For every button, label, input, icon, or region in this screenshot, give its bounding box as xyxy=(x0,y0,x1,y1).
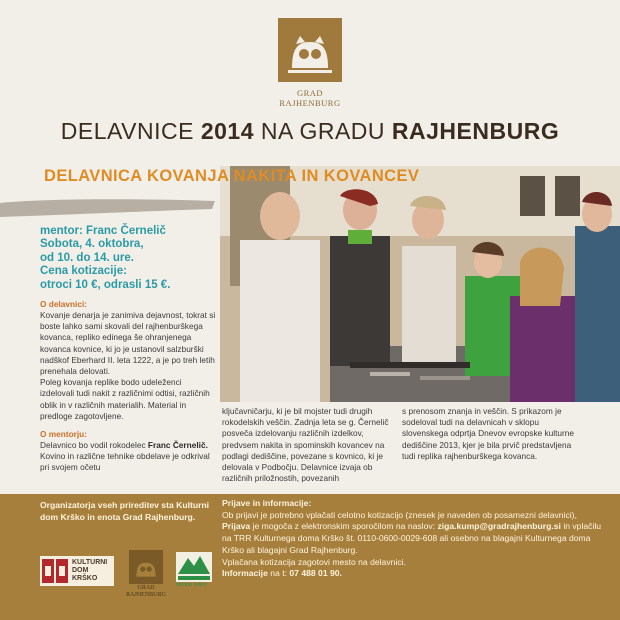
info-label: Informacije xyxy=(222,568,268,579)
right-column: s prenosom znanja in veščin. S prikazom je sodeloval tudi na delavnicah v sklopu slovenskega odprtja Dnevov evropske kulturne dediščine 2013, kjer je bila prvič predstavljena tudi replika rajhenburškega kovanca. xyxy=(402,406,575,461)
registration-heading: Prijave in informacije: xyxy=(222,498,312,508)
registration-info xyxy=(222,498,602,580)
mentor-text-before: Delavnico bo vodil rokodelec xyxy=(40,440,148,451)
left-column xyxy=(40,225,218,474)
obcina-icon xyxy=(176,552,212,582)
about-paragraph-2: Poleg kovanja replike bodo udeleženci izdelovali tudi nakit z različnimi odtisi, različnih oblik in v različnih materialih. Material in predloge zagotovljene. xyxy=(40,377,210,421)
info-date: Sobota, 4. oktobra, xyxy=(40,238,144,251)
header xyxy=(0,0,620,166)
registration-p1: Ob prijavi je potrebno vplačati celotno kotizacijo (znesek je naveden ob posamezni delavnici), xyxy=(222,509,577,520)
info-mentor: mentor: Franc Černelič xyxy=(40,225,166,237)
workshop-info xyxy=(40,225,218,292)
crest-icon xyxy=(40,556,70,586)
mentor-name: Franc Černelič. xyxy=(147,440,208,451)
kd-line1: KULTURNI xyxy=(72,559,108,566)
page-title xyxy=(0,118,620,145)
grad-small-logo xyxy=(124,550,168,598)
info-time: od 10. do 14. ure. xyxy=(40,251,134,264)
logo-caption-line2: RAJHENBURG xyxy=(279,98,341,108)
logo-caption xyxy=(240,88,380,108)
workshop-photo xyxy=(220,166,620,402)
registration-p4: Vplačana kotizacija zagotovi mesto na delavnici. xyxy=(222,556,406,567)
grad-rajhenburg-logo xyxy=(278,18,342,82)
mentor-paragraph xyxy=(40,440,218,474)
partner-logos xyxy=(40,550,220,615)
mentor-text-after: Kovino in različne tehnike obdelave je odkrival pri svojem očetu xyxy=(40,451,210,473)
brush-stroke xyxy=(0,197,215,219)
info-price: otroci 10 €, odrasli 15 €. xyxy=(40,278,171,291)
kulturni-dom-logo xyxy=(40,556,114,586)
title-year: 2014 xyxy=(200,118,254,144)
registration-label: Prijava xyxy=(222,521,251,532)
kd-line2: DOM xyxy=(72,567,89,574)
organizer-text: Organizatorja vseh prireditev sta Kulturni dom Krško in enota Grad Rajhenburg. xyxy=(40,500,210,522)
title-place: RAJHENBURG xyxy=(391,118,560,144)
grad-small-caption xyxy=(118,585,174,599)
grad-small-line2: RAJHENBURG xyxy=(126,592,166,598)
title-part1: DELAVNICE xyxy=(60,118,194,144)
registration-email[interactable]: ziga.kump@gradrajhenburg.si xyxy=(437,521,561,532)
registration-paragraph xyxy=(222,510,602,557)
kd-line3: KRŠKO xyxy=(72,575,98,582)
middle-column: ključavničarju, ki je bil mojster tudi drugih rokodelskih veščin. Zadnja leta se g. Černelič posveča izdelovanju različnih izdelkov, predvsem nakita in spominskih kovancev na podlagi dediščine, povezane s kovnico, ki je delovala v Podbočju. Delavnice izvaja ob različnih priložnostih, povezanih xyxy=(222,406,389,484)
info-price-label: Cena kotizacije: xyxy=(40,265,127,278)
registration-p3: in vplačilu na TRR Kulturnega doma Krško št. 0110-0600-0029-608 ali osebno na blagajni Kulturnega doma Krško ali blagajni Grad Rajhenburg. xyxy=(222,521,602,555)
workshop-title: DELAVNICA KOVANJA NAKITA IN KOVANCEV xyxy=(44,167,420,185)
kd-logo-text xyxy=(72,559,107,583)
info-mid: na t: xyxy=(270,568,287,579)
registration-p2: je mogoča z elektronskim sporočilom na naslov: xyxy=(252,521,436,532)
phone-number[interactable]: 07 488 01 90. xyxy=(289,568,342,579)
obcina-krsko-logo xyxy=(176,552,216,592)
contact-line xyxy=(222,568,602,580)
grad-small-line1: GRAD xyxy=(137,585,155,591)
owl-icon xyxy=(278,18,342,82)
title-part2: NA GRADU xyxy=(260,118,386,144)
about-heading: O delavnici: xyxy=(40,299,88,310)
logo-caption-line1: GRAD xyxy=(296,88,324,98)
about-paragraph-1: Kovanje denarja je zanimiva dejavnost, tokrat si boste lahko sami skovali del rajhenburškega kovanca, repliko edinega še ohranjenega kovanca kovnice, ki jo je ustanovil salzburški nadškof Eberhard II. leta 1222, a je po treh letih prenehala delovati. xyxy=(40,310,216,377)
photo-illustration xyxy=(220,166,620,402)
owl-small-icon xyxy=(129,550,163,584)
mentor-heading: O mentorju: xyxy=(40,429,88,440)
obcina-caption: občina krško xyxy=(176,582,207,588)
